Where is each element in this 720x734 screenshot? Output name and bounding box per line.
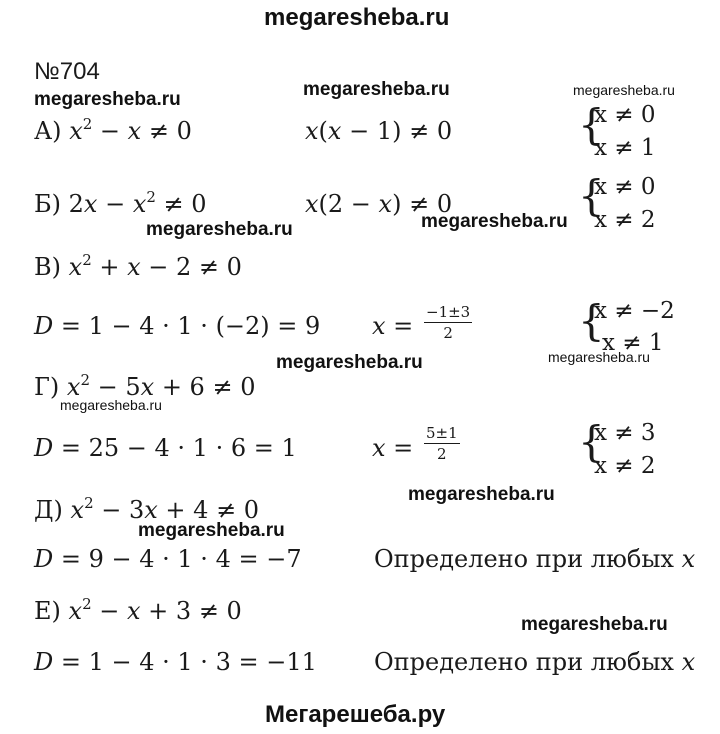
part-v-root-formula: x = xyxy=(372,312,414,340)
part-d-result-text: Определено при любых xyxy=(374,545,674,573)
footer-site-name: Мегарешеба.ру xyxy=(265,701,446,728)
watermark: megaresheba.ru xyxy=(34,89,181,110)
part-g-label: Г) xyxy=(34,373,60,401)
part-v-discriminant: D = 1 − 4 · 1 · (−2) = 9 xyxy=(34,312,321,340)
part-v-root-fraction xyxy=(424,304,472,341)
part-b-label: Б) xyxy=(34,190,61,218)
part-g-fraction-denominator: 2 xyxy=(437,444,447,463)
part-e-equation: Е) $x^2 - x + 3 \ne 0$ xyxy=(34,595,242,625)
part-b-system-line-1: x ≠ 0 xyxy=(594,174,656,200)
part-g-system-line-1: x ≠ 3 xyxy=(594,420,656,446)
watermark: megaresheba.ru xyxy=(548,349,650,365)
watermark: megaresheba.ru xyxy=(421,211,568,232)
part-b-system-line-2: x ≠ 2 xyxy=(594,207,656,233)
part-e-discriminant: D = 1 − 4 · 1 · 3 = −11 xyxy=(34,648,317,676)
part-a-equation: А) $x^2 - x \ne 0$ xyxy=(34,115,192,145)
watermark: megaresheba.ru xyxy=(60,397,162,413)
watermark: megaresheba.ru xyxy=(573,82,675,98)
part-a-system-brace: { xyxy=(578,100,605,149)
part-d-equation: Д) $x^2 - 3x + 4 \ne 0$ xyxy=(34,494,260,524)
problem-number: №704 xyxy=(34,58,100,85)
part-g-discriminant: D = 25 − 4 · 1 · 6 = 1 xyxy=(34,434,297,462)
part-a-system-line-2: x ≠ 1 xyxy=(594,135,656,161)
part-g-equation: Г) $x^2 - 5x + 6 \ne 0$ xyxy=(34,371,256,401)
part-g-system-line-2: x ≠ 2 xyxy=(594,453,656,479)
part-v-label: В) xyxy=(34,253,61,281)
header-site-name: megaresheba.ru xyxy=(264,4,450,31)
part-g-fraction-numerator: 5±1 xyxy=(426,424,458,442)
part-a-label: А) xyxy=(34,117,62,145)
part-e-result-text: Определено при любых xyxy=(374,648,674,676)
part-b-equation: Б) $2x - x^2 \ne 0$ xyxy=(34,188,207,218)
part-g-root-formula: x = xyxy=(372,434,414,462)
part-a-factored: x(x − 1) ≠ 0 xyxy=(305,117,453,145)
watermark: megaresheba.ru xyxy=(276,352,423,373)
watermark: megaresheba.ru xyxy=(521,614,668,635)
watermark: megaresheba.ru xyxy=(146,219,293,240)
part-a-system-line-1: x ≠ 0 xyxy=(594,102,656,128)
part-v-system-brace: { xyxy=(578,296,605,345)
part-e-result: Определено при любых x xyxy=(374,648,696,676)
watermark: megaresheba.ru xyxy=(303,79,450,100)
watermark: megaresheba.ru xyxy=(138,520,285,541)
part-g-root-fraction xyxy=(424,425,460,462)
part-d-discriminant: D = 9 − 4 · 1 · 4 = −7 xyxy=(34,545,302,573)
part-v-fraction-denominator: 2 xyxy=(443,323,453,342)
part-b-factored: x(2 − x) ≠ 0 xyxy=(305,190,453,218)
part-g-system-brace: { xyxy=(578,417,605,466)
part-v-system-line-2: x ≠ 1 xyxy=(602,330,664,356)
part-v-equation: В) $x^2 + x - 2 \ne 0$ xyxy=(34,251,242,281)
part-b-system-brace: { xyxy=(578,171,605,220)
watermark: megaresheba.ru xyxy=(408,484,555,505)
part-d-result: Определено при любых x xyxy=(374,545,696,573)
part-e-label: Е) xyxy=(34,597,61,625)
part-d-label: Д) xyxy=(34,496,63,524)
part-v-fraction-numerator: −1±3 xyxy=(426,303,471,321)
part-v-system-line-1: x ≠ −2 xyxy=(594,298,675,324)
